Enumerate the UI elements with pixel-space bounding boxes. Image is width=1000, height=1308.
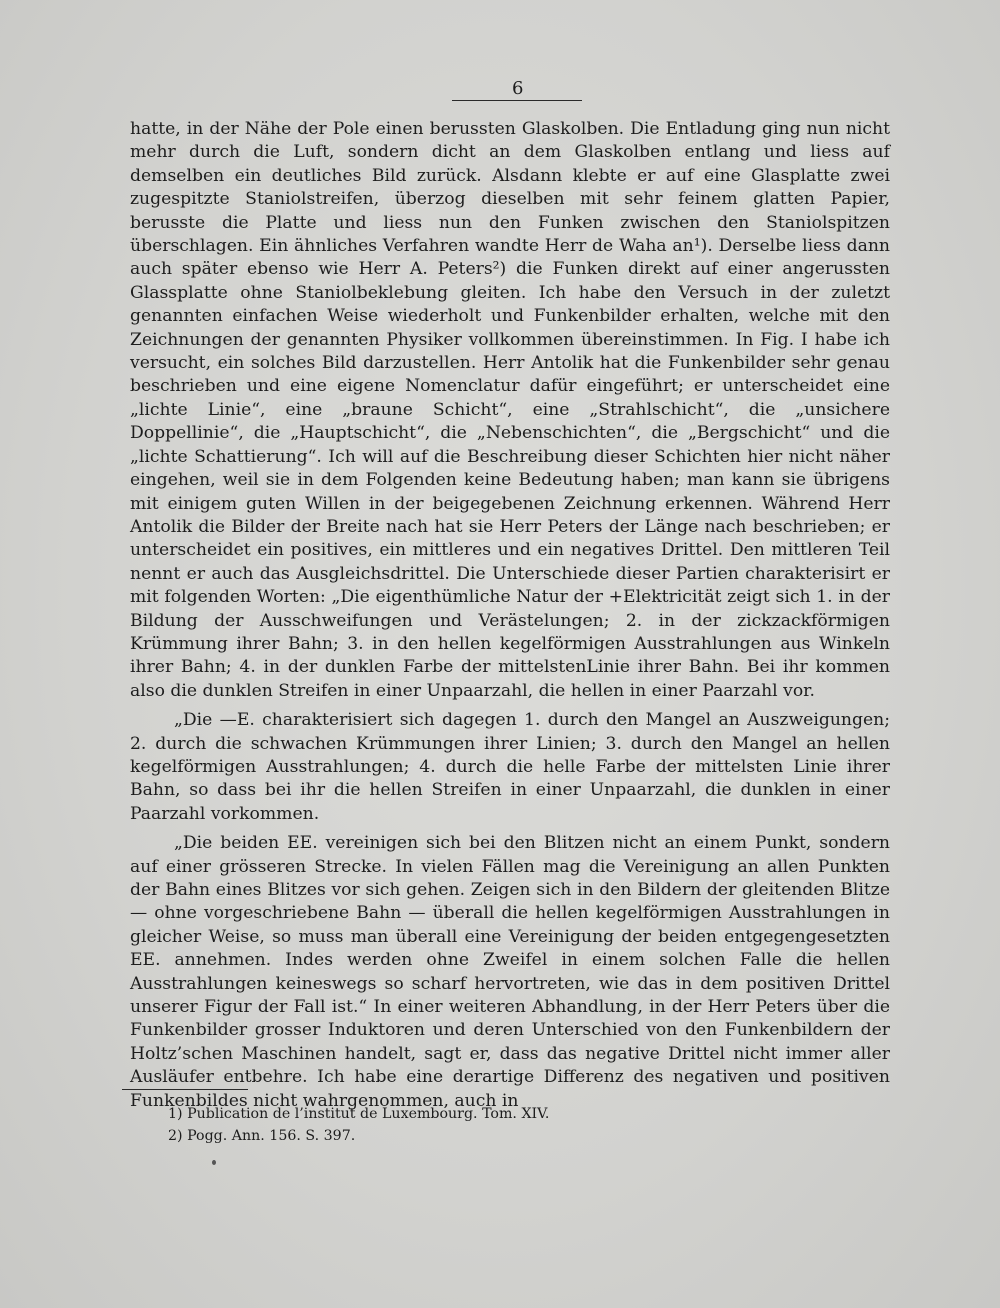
footnote-rule <box>122 1089 248 1090</box>
paragraph-1: hatte, in der Nähe der Pole einen berussten Glaskolben. Die Entladung ging nun nicht mehr durch die Luft, sondern dicht an dem Glaskolben entlang und liess auf demselben ein deutliches Bild zurück. Alsdann klebte er auf eine Glasplatte zwei zugespitzte Staniolstreifen, überzog dieselben mit sehr feinem glatten Papier, berusste die Platte und liess nun den Funken zwischen den Staniolspitzen überschlagen. Ein ähnliches Verfahren wandte Herr de Waha an¹). Derselbe liess dann auch später ebenso wie Herr A. Peters²) die Funken direkt auf einer angerussten Glassplatte ohne Staniolbeklebung gleiten. Ich habe den Versuch in der zuletzt genannten einfachen Weise wiederholt und Funkenbilder erhalten, welche mit den Zeichnungen der genannten Physiker vollkommen übereinstimmen. In Fig. I habe ich versucht, ein solches Bild darzustellen. Herr Antolik hat die Funkenbilder sehr genau beschrieben und eine eigene Nomenclatur dafür eingeführt; er unterscheidet eine „lichte Linie“, eine „braune Schicht“, eine „Strahlschicht“, die „unsichere Doppellinie“, die „Hauptschicht“, die „Nebenschichten“, die „Bergschicht“ und die „lichte Schattierung“. Ich will auf die Beschreibung dieser Schichten hier nicht näher eingehen, weil sie in dem Folgenden keine Bedeutung haben; man kann sie übrigens mit einigem guten Willen in der beigegebenen Zeichnung erkennen. Während Herr Antolik die Bilder der Breite nach hat sie Herr Peters der Länge nach beschrieben; er unterscheidet ein positives, ein mittleres und ein negatives Drittel. Den mittleren Teil nennt er auch das Ausgleichsdrittel. Die Unterschiede dieser Partien charakterisirt er mit folgenden Worten: „Die eigenthümliche Natur der +Elektricität zeigt sich 1. in der Bildung der Ausschweifungen und Verästelungen; 2. in der zickzackförmigen Krümmung ihrer Bahn; 3. in den hellen kegelförmigen Ausstrahlungen aus Winkeln ihrer Bahn; 4. in der dunklen Farbe der mittelstenLinie ihrer Bahn. Bei ihr kommen also die dunklen Streifen in einer Unpaarzahl, die hellen in einer Paarzahl vor. <box>130 119 890 701</box>
footnote-2: 2) Pogg. Ann. 156. S. 397. <box>168 1128 356 1144</box>
footnotes <box>168 1103 768 1147</box>
header-rule <box>452 100 582 101</box>
body-text <box>130 118 890 1113</box>
paragraph-3: „Die beiden EE. vereinigen sich bei den Blitzen nicht an einem Punkt, sondern auf einer grösseren Strecke. In vielen Fällen mag die Vereinigung an allen Punkten der Bahn eines Blitzes vor sich gehen. Zeigen sich in den Bildern der gleitenden Blitze — ohne vorgeschriebene Bahn — überall die hellen kegelförmigen Ausstrahlungen in gleicher Weise, so muss man überall eine Vereinigung der beiden entgegengesetzten EE. annehmen. Indes werden ohne Zweifel in einem solchen Falle die hellen Ausstrahlungen keineswegs so scharf hervortreten, wie das in dem positiven Drittel unserer Figur der Fall ist.“ In einer weiteren Abhandlung, in der Herr Peters über die Funkenbilder grosser Induktoren und deren Unterschied von den Funkenbildern der Holtz’schen Maschinen handelt, sagt er, dass das negative Drittel nicht immer aller Ausläufer entbehre. Ich habe eine derartige Differenz des negativen und positiven Funkenbildes nicht wahrgenommen, auch in <box>130 833 890 1111</box>
paragraph-2: „Die —E. charakterisiert sich dagegen 1. durch den Mangel an Auszweigungen; 2. durch die schwachen Krümmungen ihrer Linien; 3. durch den Mangel an hellen kegelförmigen Ausstrahlungen; 4. durch die helle Farbe der mittelsten Linie ihrer Bahn, so dass bei ihr die hellen Streifen in einer Unpaarzahl, die dunklen in einer Paarzahl vorkommen. <box>130 710 890 824</box>
ink-speck <box>212 1160 216 1165</box>
page-number: 6 <box>512 78 524 99</box>
footnote-1: 1) Publication de l’institut de Luxembourg. Tom. XIV. <box>168 1106 550 1122</box>
